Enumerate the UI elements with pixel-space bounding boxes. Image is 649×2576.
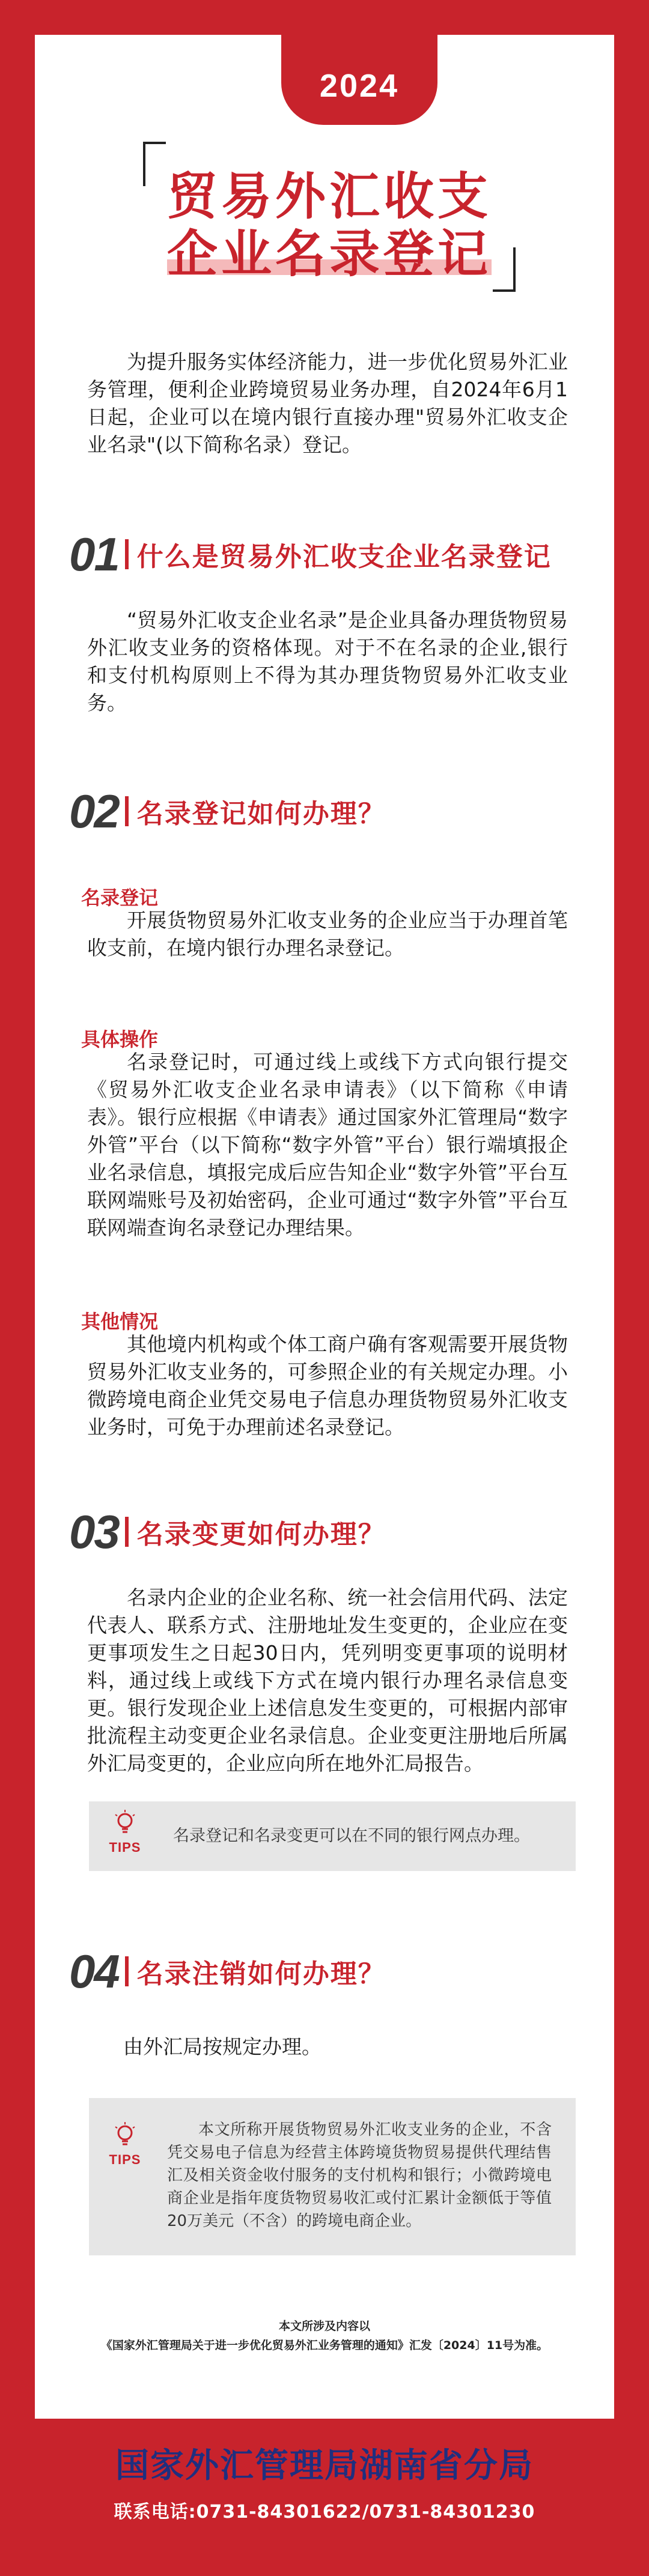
tips-label: TIPS (109, 2152, 141, 2167)
footer-note-line-1: 本文所涉及内容以 (278, 2320, 370, 2333)
section-number: 03 (69, 1505, 119, 1558)
subsection-label: 具体操作 (81, 1028, 159, 1051)
section-number: 02 (69, 784, 119, 838)
tips-badge (107, 2122, 143, 2176)
section-03-body: 名录内企业的企业名称、统一社会信用代码、法定代表人、联系方式、注册地址发生变更的，企业应在变更事项发生之日起30日内，凭列明变更事项的说明材料，通过线上或线下方式在境内银行办理名录信息变更。银行发现企业上述信息发生变更的，可根据内部审批流程主动变更企业名录信息。企业变更注册地后所属外汇局变更的，企业应向所在地外汇局报告。 (87, 1586, 568, 1775)
section-01-body: “贸易外汇收支企业名录”是企业具备办理货物贸易外汇收支业务的资格体现。对于不在名录的企业,银行和支付机构原则上不得为其办理货物贸易外汇收支业务。 (87, 608, 568, 715)
subsection-body: 开展货物贸易外汇收支业务的企业应当于办理首笔收支前，在境内银行办理名录登记。 (87, 909, 568, 960)
lightbulb-icon (113, 2122, 137, 2150)
section-number: 04 (69, 1944, 119, 1998)
section-04-heading (69, 1944, 386, 1998)
section-divider (125, 539, 129, 569)
tips-box (89, 2098, 576, 2255)
title-line-1: 贸易外汇收支 (166, 167, 492, 226)
title-line-2: 企业名录登记 (166, 225, 492, 283)
footer-note-line-2: 《国家外汇管理局关于进一步优化贸易外汇业务管理的通知》汇发〔2024〕11号为准。 (100, 2339, 549, 2352)
section-divider (125, 1517, 129, 1547)
tips-label: TIPS (109, 1840, 141, 1855)
tips-box (89, 1801, 576, 1871)
section-divider (125, 796, 129, 826)
section-03-heading (69, 1505, 386, 1559)
year-tab (281, 35, 437, 125)
subsection-label: 其他情况 (81, 1310, 159, 1333)
section-01-heading (69, 527, 552, 581)
page-title (143, 142, 516, 292)
intro-paragraph: 为提升服务实体经济能力，进一步优化贸易外汇业务管理，便利企业跨境贸易业务办理，自2024年6月1日起，企业可以在境内银行直接办理"贸易外汇收支企业名录"(以下简称名录）登记。 (87, 350, 568, 456)
section-divider (125, 1956, 129, 1986)
section-04-body: 由外汇局按规定办理。 (123, 2035, 321, 2058)
section-title: 名录登记如何办理？ (136, 799, 386, 829)
footer-note (35, 2317, 614, 2355)
tips-badge (107, 1810, 143, 1864)
tips-text: 本文所称开展货物贸易外汇收支业务的企业，不含凭交易电子信息为经营主体跨境货物贸易提供代理结售汇及相关资金收付服务的支付机构和银行；小微跨境电商企业是指年度货物贸易收汇或付汇累计金额低于等值20万美元（不含）的跨境电商企业。 (167, 2121, 552, 2230)
lightbulb-icon (113, 1810, 137, 1837)
section-title: 名录变更如何办理？ (136, 1519, 386, 1550)
section-title: 名录注销如何办理？ (136, 1959, 386, 1989)
section-number: 01 (69, 527, 119, 581)
subsection-body: 名录登记时，可通过线上或线下方式向银行提交《贸易外汇收支企业名录申请表》（以下简称《申请表》。银行应根据《申请表》通过国家外汇管理局“数字外管”平台（以下简称“数字外管”平台）银行端填报企业名录信息，填报完成后应告知企业“数字外管”平台互联网端账号及初始密码，企业可通过“数字外管”平台互联网端查询名录登记办理结果。 (87, 1050, 568, 1239)
organization-name: 国家外汇管理局湖南省分局 (115, 2446, 534, 2485)
year-label: 2024 (319, 68, 400, 104)
tips-text: 名录登记和名录变更可以在不同的银行网点办理。 (173, 1827, 530, 1845)
section-title: 什么是贸易外汇收支企业名录登记 (136, 542, 552, 572)
subsection-body: 其他境内机构或个体工商户确有客观需要开展货物贸易外汇收支业务的，可参照企业的有关规定办理。小微跨境电商企业凭交易电子信息办理货物贸易外汇收支业务时，可免于办理前述名录登记。 (87, 1332, 568, 1439)
section-02-heading (69, 784, 386, 838)
subsection-label: 名录登记 (81, 886, 159, 909)
organization-contact: 联系电话:0731-84301622/0731-84301230 (114, 2502, 535, 2523)
